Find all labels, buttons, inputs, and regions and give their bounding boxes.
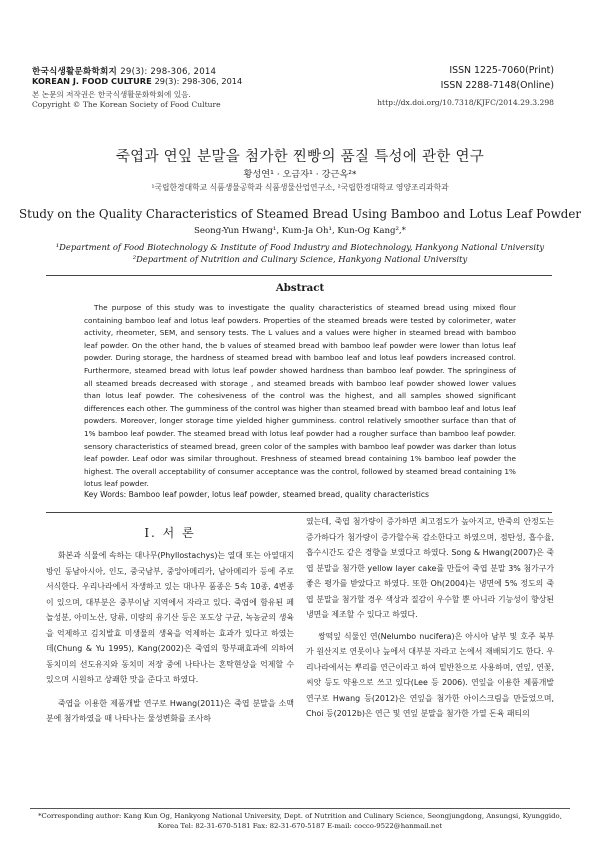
- divider-bottom: [46, 512, 552, 513]
- journal-title-english: [32, 76, 242, 86]
- body-paragraph: 였는데, 죽엽 첨가량이 증가하면 최고점도가 높아지고, 반죽의 안정도는 증가하다가 첨가량이 증가할수록 감소한다고 하였으며, 점탄성, 흡수율, 흡수시간도 같은 경향을 보였다고 하였다. Song & Hwang(2007)은 죽엽 분말을 첨가한 yellow layer cake를 만들어 죽엽 분말 3% 첨가구가 좋은 평가를 받았다고 하였다. 또한 Oh(2004)는 냉면에 5% 정도의 죽엽 분말을 첨가할 경우 색상과 질감이 우수할 뿐 아니라 기능성이 향상된 냉면을 제조할 수 있다고 하였다.: [306, 517, 554, 619]
- body-column-right: [306, 514, 554, 722]
- doi-link[interactable]: http://dx.doi.org/10.7318/KJFC/2014.29.3.298: [377, 98, 554, 107]
- affiliations-korean: ¹국립한경대학교 식품생물공학과 식품생물산업연구소, ²국립한경대학교 영양조리과학과: [151, 183, 449, 192]
- affiliation-english-1: ¹Department of Food Biotechnology & Institute of Food Industry and Biotechnology, Hankyong National University: [55, 242, 545, 252]
- paper-title-english: Study on the Quality Characteristics of Steamed Bread Using Bamboo and Lotus Leaf Powder: [19, 207, 581, 221]
- journal-volume-en: 29(3): 298-306, 2014: [154, 76, 243, 86]
- journal-name-en: KOREAN J. FOOD CULTURE: [32, 76, 152, 86]
- paper-title-korean: 죽엽과 연잎 분말을 첨가한 찐빵의 품질 특성에 관한 연구: [115, 149, 485, 165]
- footnote-divider: [30, 808, 570, 809]
- journal-volume-kr: 29(3): 298-306, 2014: [120, 67, 217, 77]
- body-paragraph: 쌍떡잎 식물인 연(Nelumbo nucifera)은 아시아 남부 및 호주 북부가 원산지로 연못이나 늪에서 대부분 자라고 논에서 재배되기도 한다. 우리나라에서는 뿌리를 연근이라고 하여 밑반찬으로 사용하며, 연잎, 연꽃, 씨앗 등도 약용으로 쓰고 있다(Lee 등 2006). 연잎을 이용한 제품개발 연구로 Hwang 등(2012)은 연잎을 첨가한 아이스크림을 만들었으며, Choi 등(2012b)은 연근 및 연잎 분말을 첨가한 가열 돈육 패티의: [306, 631, 554, 718]
- body-paragraph: 화본과 식물에 속하는 대나무(Phyllostachys)는 열대 또는 아열대지방인 동남아시아, 인도, 중국남부, 중앙아메리카, 남아메리카 등에 주로 서식한다. 우리나라에서 자생하고 있는 대나무 품종은 5속 10종, 4변종이 있으며, 대부분은 중부이남 지역에서 자라고 있다. 죽엽에 함유된 페놀성분, 아미노산, 당류, 미량의 유기산 등은 포도상 구균, 녹농균의 생육을 억제하고 김치발효 미생물의 생육을 억제하는 효과가 있다고 하였는데(Chung & Yu 1995), Kang(2002)은 죽엽의 항부패효과에 의하여 동치미의 선도유지와 동치미 저장 중에 나타나는 혼탁현상을 억제할 수 있으며 시원하고 상쾌한 맛을 준다고 하였다.: [46, 551, 294, 684]
- affiliation-english-2: ²Department of Nutrition and Culinary Science, Hankyong National University: [132, 254, 468, 264]
- abstract-text: The purpose of this study was to investigate the quality characteristics of steamed bread using mixed flour containing bamboo leaf and lotus leaf powders. Properties of the steamed breads were tested by colorimeter, water activity, rheometer, SEM, and sensory tests. The L values and a values were higher in steamed bread with bamboo leaf powder. On the other hand, the b values of steamed bread with bamboo leaf powder were lower than lotus leaf powder. During storage, the hardness of steamed bread with bamboo leaf and lotus leaf powders increased control. Furthermore, steamed bread with lotus leaf powder showed hardness than bamboo leaf powder. The springiness of all steamed breads decreased with storage , and steamed breads with bamboo leaf powder showed lower values than lotus leaf powder. The cohesiveness of the control was the highest, and all samples showed significant differences each other. The gumminess of the control was higher than steamed bread with bamboo leaf and lotus leaf powders. Moreover, longer storage time yielded higher gumminess. control relatively smoother surface than that of 1% bamboo leaf powder. The steamed bread with lotus leaf powder had a rougher surface than bamboo leaf powder. sensory characteristics of steamed bread, green color of the samples with bamboo leaf powder was darker than lotus leaf powder. Leaf odor was similar throughout. Freshness of steamed bread containing 1% bamboo leaf powder the highest. The overall acceptability of consumer acceptance was the control, followed by steamed bread containing 1% lotus leaf powder.: [84, 303, 516, 489]
- copyright-notice: Copyright © The Korean Society of Food Culture: [32, 100, 221, 109]
- authors-korean: 황성연¹ · 오금자¹ · 강근옥²*: [243, 169, 357, 180]
- issn-print: ISSN 1225-7060(Print): [449, 65, 554, 76]
- rights-notice: 본 논문의 저작권은 한국식생활문화학회에 있음.: [32, 90, 191, 99]
- authors-english: Seong-Yun Hwang¹, Kum-Ja Oh¹, Kun-Og Kang²,*: [194, 226, 406, 236]
- abstract-heading: Abstract: [275, 282, 325, 294]
- corresponding-author-footnote: *Corresponding author: Kang Kun Og, Hankyong National University, Dept. of Nutrition and Culinary Science, Seongjungdong, Ansungsi, Kyunggido, Korea Tel: 82-31-670-5181 Fax: 82-31-670-5187 E-mail: cocco-9522@hanmail.net: [38, 812, 562, 830]
- divider-top: [46, 275, 552, 276]
- section-heading-introduction: I. 서 론: [144, 526, 196, 540]
- body-paragraph: 죽엽을 이용한 제품개발 연구로 Hwang(2011)은 죽엽 분말을 소맥분에 첨가하였을 때 나타나는 물성변화를 조사하: [46, 698, 294, 723]
- journal-name-kr: 한국식생활문화학회지: [32, 67, 118, 77]
- keywords: Key Words: Bamboo leaf powder, lotus leaf powder, steamed bread, quality characteristics: [84, 490, 429, 499]
- body-column-left: [46, 548, 294, 727]
- issn-online: ISSN 2288-7148(Online): [440, 80, 554, 91]
